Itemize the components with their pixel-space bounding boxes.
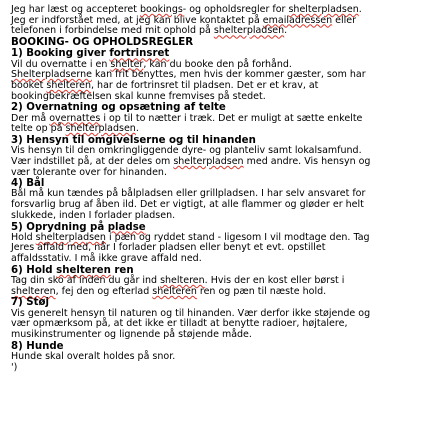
body-text-line xyxy=(11,124,415,135)
body-text-line xyxy=(11,92,415,103)
text-run: . Hvis der en kost eller børst i xyxy=(204,275,345,287)
spellcheck-flagged-word: shelteren xyxy=(11,285,56,297)
text-run: 3) Hensyn til omgivelserne og til hinanden xyxy=(11,134,256,146)
spellcheck-flagged-word: emailadressen xyxy=(262,14,333,26)
text-run: Hunde skal overalt holdes på snor. xyxy=(11,351,176,362)
body-text-line xyxy=(11,168,415,179)
text-run: med andre. Vis hensyn og xyxy=(243,155,371,167)
spellcheck-flagged-word: fortrinsret xyxy=(109,48,170,60)
text-run: ren og pæn til næste hold. xyxy=(196,285,327,297)
text-run: booket xyxy=(11,79,47,91)
spellcheck-flagged-word: pladse xyxy=(107,221,146,233)
text-run: ren xyxy=(110,264,134,276)
text-run: ') xyxy=(11,361,18,373)
text-run: Jeg har læst og accepteret xyxy=(11,4,140,15)
text-run: 5) Oprydning på xyxy=(11,221,108,233)
text-run: , kan du booke den på forhånd. xyxy=(143,58,292,70)
spellcheck-flagged-word: shelter xyxy=(110,58,144,70)
text-run: Jeres affald med, når I forlader pladsen eller benyt et evt. opstillet xyxy=(11,242,326,254)
spellcheck-flagged-word: shelteren xyxy=(56,264,111,276)
section-heading xyxy=(11,37,415,48)
text-run: Bål må kun tændes på bålpladsen eller grillpladsen. I har selv ansvaret for xyxy=(11,188,366,200)
text-run: telte op på xyxy=(11,123,66,135)
text-run: 7) Støj xyxy=(11,297,49,309)
text-run: , fej den og efterlad xyxy=(55,285,153,297)
text-run: Vær indstillet på, at der deles om xyxy=(11,155,174,167)
text-run: 6) Hold xyxy=(11,264,57,276)
text-run: 2) Overnatning og opsætning af telte xyxy=(11,102,226,114)
spellcheck-flagged-word: Shelterpladserne xyxy=(11,69,92,81)
text-run: bookingbekræftelsen skal kunne fremvises på stedet. xyxy=(11,90,266,102)
text-run: , har de fortrinsret til pladsen. Det er et krav, at xyxy=(91,79,319,91)
text-run: Jeg er indforstået med, at jeg kan blive kontaktet på xyxy=(11,14,263,26)
text-run: musikinstrumenter og lignende på støjende måde. xyxy=(11,329,252,341)
text-run: slukkede, inden I forlader pladsen. xyxy=(11,209,176,221)
text-run: i pæn og ryddet stand - ligesom I vil modtage den. Tag xyxy=(105,231,370,243)
text-run: . xyxy=(284,25,288,37)
spellcheck-flagged-word: shelterpladsen xyxy=(173,155,244,167)
text-run: Tag din sko af inden du går ind xyxy=(11,275,161,287)
body-text-line xyxy=(11,352,415,363)
body-text-line xyxy=(11,211,415,222)
text-run: i op til to nætter i træk. Det er muligt at sætte enkelte xyxy=(100,112,363,124)
body-text-line xyxy=(11,363,415,374)
text-run: eller xyxy=(332,14,357,26)
text-run: forsvarlig brug af åben ild. Det er vigtigt, at alle flammer og gløder er helt xyxy=(11,199,364,211)
spellcheck-flagged-word: bookings xyxy=(140,4,183,15)
body-text-line xyxy=(11,330,415,341)
spellcheck-flagged-word: shelteren xyxy=(152,285,197,297)
spellcheck-flagged-word: shelterpladsen xyxy=(288,4,359,15)
text-run: affaldsstativ. I må ikke grave affald ned. xyxy=(11,253,202,265)
spellcheck-flagged-word: overnattes xyxy=(49,112,101,124)
terms-document xyxy=(11,5,415,373)
text-run: - og opholdsregler for xyxy=(182,4,289,15)
text-run: Der må xyxy=(11,112,50,124)
text-run: . xyxy=(135,123,139,135)
spellcheck-flagged-word: shelterpladsen xyxy=(213,25,285,37)
body-text-line xyxy=(11,287,415,298)
text-run: vær opmærksom på, at det ikke er tilladt at benytte radioer, højtalere, xyxy=(11,318,348,330)
text-run: vær tolerante over for hinanden. xyxy=(11,166,167,178)
text-run: Vis hensyn til den omkringliggende dyre- og planteliv samt lokalsamfund. xyxy=(11,145,362,157)
spellcheck-flagged-word: shelteren xyxy=(160,275,205,287)
text-run: Hold xyxy=(11,231,36,243)
text-run: Vis generelt hensyn til naturen og til hinanden. Vær derfor ikke støjende og xyxy=(11,307,371,319)
body-text-line xyxy=(11,254,415,265)
text-run: . xyxy=(358,4,362,15)
spellcheck-flagged-word: shelteren xyxy=(46,79,92,91)
text-run: 8) Hunde xyxy=(11,340,64,352)
text-run: kan frit benyttes, men hvis der kommer gæster, som har xyxy=(91,69,366,81)
text-run: Vil du overnatte i en xyxy=(11,58,111,70)
spellcheck-flagged-word: shelterpladsen xyxy=(65,123,136,135)
spellcheck-flagged-word: shelterpladsen xyxy=(35,231,106,243)
text-run: 4) Bål xyxy=(11,178,45,190)
text-run: telefonen i forbindelse med mit ophold på xyxy=(11,25,214,37)
body-text-line xyxy=(11,26,415,37)
text-run: 1) Booking giver xyxy=(11,48,110,60)
text-run: BOOKING- OG OPHOLDSREGLER xyxy=(11,37,194,49)
